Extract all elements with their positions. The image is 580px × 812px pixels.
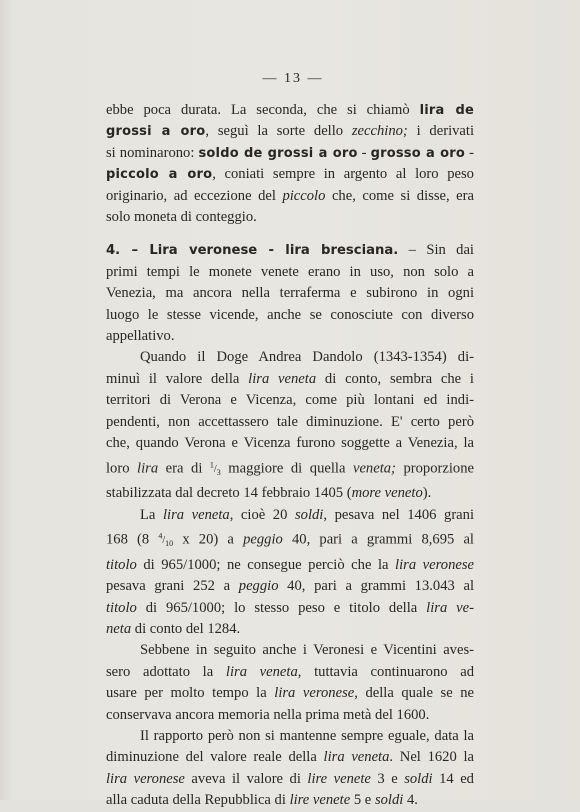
page-text: [106, 100, 474, 812]
text-line: La lira veneta, cioè 20 soldi, pesava nel 1406 grani: [140, 506, 475, 523]
text-line: Sebbene in seguito anche i Veronesi e Vicentini aves-: [140, 642, 474, 659]
text-line: usare per molto tempo la lira veronese, della quale se ne: [106, 685, 474, 702]
text-line: solo moneta di conteggio.: [106, 209, 257, 226]
text-line: Il rapporto però non si mantenne sempre eguale, data la: [140, 728, 474, 745]
text-line: 4. – Lira veronese - lira bresciana. – Sin dai: [106, 242, 474, 259]
text-line: si nominarono: soldo de grossi a oro - grosso a oro -: [106, 144, 474, 161]
text-line: alla caduta della Repubblica di lire venete 5 e soldi 4.: [106, 792, 418, 809]
text-line: stabilizzata dal decreto 14 febbraio 1405 (more veneto).: [106, 485, 432, 502]
text-line: Venezia, ma ancora nella terraferma e subirono in ogni: [106, 285, 474, 302]
text-line: primi tempi le monete venete erano in uso, non solo a: [106, 263, 474, 280]
text-line: ebbe poca durata. La seconda, che si chiamò lira de: [106, 102, 474, 118]
term-piccolo-a-oro: piccolo a oro: [106, 167, 213, 183]
text-line: Quando il Doge Andrea Dandolo (1343-1354) di-: [140, 349, 474, 366]
paragraph-continuation: [106, 100, 474, 228]
text-line: neta di conto del 1284.: [106, 621, 241, 637]
term-grossi-a-oro: grossi a oro: [106, 124, 206, 140]
text-line: pesava grani 252 a peggio 40, pari a grammi 13.043 al: [106, 578, 475, 595]
text-line: che, quando Verona e Vicenza furono soggette a Venezia, la: [106, 435, 474, 452]
text-line: grossi a oro, seguì la sorte dello zecchino; i derivati: [106, 123, 475, 140]
paragraph-dandolo: [106, 347, 474, 504]
paragraph-weights: [106, 505, 474, 641]
text-line: luogo le stesse vicende, anche se conosciute con diverso: [106, 306, 474, 323]
text-line: pendenti, non accettassero tale diminuzione. E' certo però: [106, 413, 474, 430]
text-line: titolo di 965/1000; lo stesso peso e titolo della lira ve-: [106, 599, 474, 616]
fraction-four-tenths: $^4/_{10}$: [158, 532, 174, 549]
term-soldo-de-grossi: soldo de grossi a oro: [198, 145, 358, 161]
term-grosso-a-oro: grosso a oro: [370, 145, 466, 161]
text-line: conservava ancora memoria nella prima metà del 1600.: [106, 706, 430, 723]
text-line: titolo di 965/1000; ne consegue perciò che la lira veronese: [106, 556, 474, 573]
fraction-one-third: $^1/_3$: [209, 460, 221, 477]
section-heading: 4. – Lira veronese - lira bresciana.: [106, 243, 399, 259]
text-line: minuì il valore della lira veneta di conto, sembra che i: [106, 370, 474, 387]
paragraph-rapporto: [106, 726, 474, 812]
text-line: diminuzione del valore reale della lira veneta. Nel 1620 la: [106, 749, 474, 766]
text-line: lira veronese aveva il valore di lire venete 3 e soldi 14 ed: [106, 770, 474, 787]
section-4: [106, 240, 474, 347]
term-lira-de-grossi: lira de: [419, 103, 474, 118]
text-line: loro lira era di $^1/_3$ maggiore di quella veneta; proporzione: [106, 459, 474, 477]
text-line: sero adottato la lira veneta, tuttavia continuarono ad: [106, 663, 474, 680]
text-line: 168 (8 $^4/_{10}$ x 20) a peggio 40, pari a grammi 8,695 al: [106, 531, 474, 549]
text-line: piccolo a oro, coniati sempre in argento al loro peso: [106, 166, 474, 183]
paragraph-veronesi: [106, 640, 474, 726]
text-line: originario, ad eccezione del piccolo che, come si disse, era: [106, 187, 474, 204]
text-line: appellativo.: [106, 328, 175, 345]
page-number: — 13 —: [262, 71, 324, 86]
text-line: territori di Verona e Vicenza, come più lontani ed indi-: [106, 392, 474, 409]
